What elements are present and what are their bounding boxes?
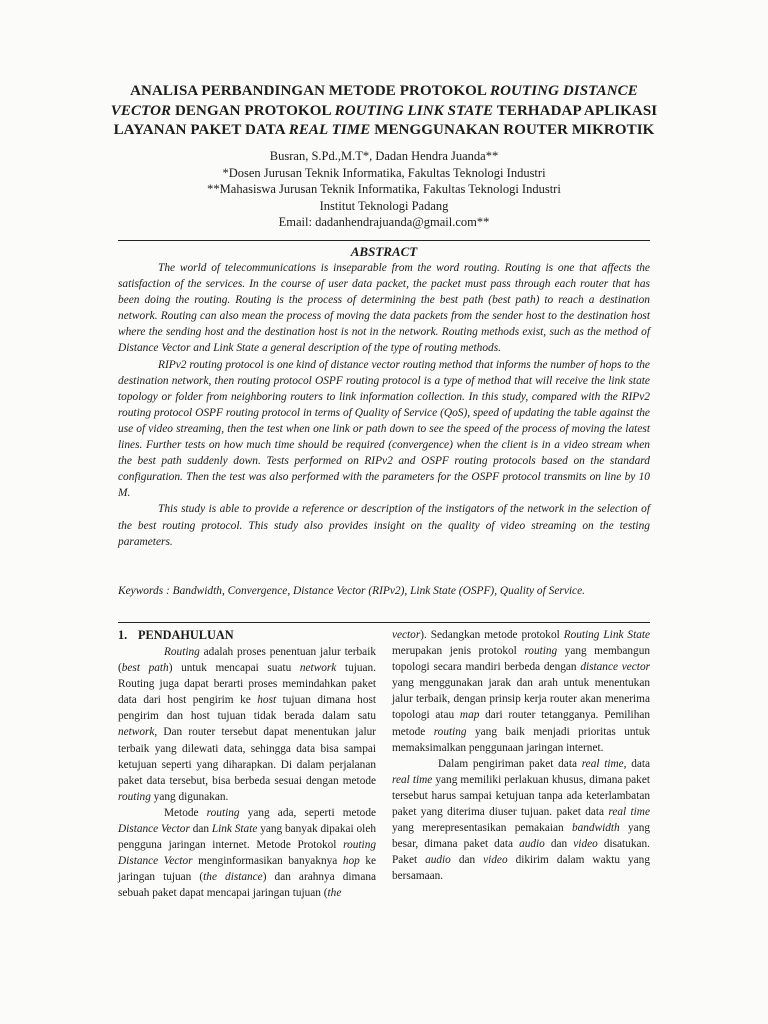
italic-term: distance vector (580, 661, 650, 674)
italic-term: video (573, 838, 598, 851)
italic-term: real time (581, 757, 624, 770)
title-line-2: VECTOR DENGAN PROTOKOL ROUTING LINK STATE TERHADAP APLIKASI (110, 102, 658, 119)
italic-term: real time (608, 806, 650, 819)
italic-term: video (483, 854, 508, 867)
left-paragraph-2: Metode routing yang ada, seperti metode Distance Vector dan Link State yang banyak dipakai oleh pengguna jaringan internet. Metode Protokol routing Distance Vector menginformasikan banyaknya hop ke jaringan tujuan (the distance) dan arahnya dimana sebuah paket dapat mencapai jaringan tujuan (the (118, 806, 376, 900)
title-line-3: LAYANAN PAKET DATA REAL TIME MENGGUNAKAN ROUTER MIKROTIK (113, 122, 655, 138)
section-heading (118, 627, 376, 643)
italic-term: bandwidth (571, 822, 620, 835)
bottom-rule (118, 622, 650, 623)
italic-term: routing (433, 725, 467, 738)
italic-term: routing (524, 645, 558, 658)
abstract-heading: ABSTRACT (350, 244, 418, 259)
italic-term: network (118, 726, 155, 739)
top-rule (118, 240, 650, 241)
affiliation-1: *Dosen Jurusan Teknik Informatika, Fakultas Teknologi Industri (222, 165, 546, 180)
italic-term: vector (392, 629, 421, 641)
italic-term: routing Distance Vector (118, 839, 376, 868)
italic-term: Routing (164, 646, 200, 658)
italic-term: hop (342, 855, 360, 868)
abstract-body (118, 260, 650, 550)
abstract-paragraph-1: The world of telecommunications is inseparable from the word routing. Routing is one that affects the satisfaction of the services. In the course of user data packet, the packet must pass through each router that has been doing the routing. Routing is the process of determining the best path (best path) to reach a destination network. Routing can also mean the process of moving the data packets from the sender host to the destination host where the sending host and the destination host is not in the network. Routing methods exist, such as the method of Distance Vector and Link State a general description of the type of routing methods. (118, 262, 650, 355)
right-column (392, 627, 650, 885)
italic-term: audio (519, 838, 545, 851)
italic-term: real time (392, 773, 433, 786)
italic-term: best path (121, 662, 169, 675)
keywords: Keywords : Bandwidth, Convergence, Distance Vector (RIPv2), Link State (OSPF), Quality of Service. (118, 585, 585, 597)
italic-term: the (327, 887, 342, 900)
italic-term: audio (425, 854, 451, 867)
left-column (118, 627, 376, 902)
section-number: 1. (118, 628, 128, 642)
title-line-1: ANALISA PERBANDINGAN METODE PROTOKOL ROUTING DISTANCE (130, 83, 638, 99)
italic-term: the distance (203, 871, 263, 884)
section-title: PENDAHULUAN (138, 628, 234, 642)
italic-term: network (299, 662, 337, 675)
italic-term: Link State (211, 823, 258, 836)
abstract-paragraph-2: RIPv2 routing protocol is one kind of distance vector routing method that informs the number of hops to the destination network, then routing protocol OSPF routing protocol is a type of method that will receive the link state topology or folder from neighboring routers to link information collection. In this study, compared with the RIPv2 routing protocol OSPF routing protocol in terms of Quality of Service (QoS), speed of updating the table against the use of video streaming, then the test when one link or path down to see the speed of the process of moving the latest lines. Further tests on how much time should be required (convergence) when the client is in a video stream when the best path suddenly down. Tests performed on RIPv2 and OSPF routing protocols based on the standard configuration. Then the test was also performed with the parameters for the OSPF protocol transmits on line by 10 M. (118, 358, 650, 500)
right-paragraph-1: vector). Sedangkan metode protokol Routing Link State merupakan jenis protokol routing yang membangun topologi secara mandiri berbeda dengan distance vector yang menggunakan jarak dan arah untuk menentukan jalur terbaik, dengan prinsip kerja router akan menerima topologi atau map dari router tetangganya. Pemilihan metode routing yang baik menjadi prioritas untuk memaksimalkan penggunaan jaringan internet. (392, 629, 651, 754)
left-paragraph-1: Routing adalah proses penentuan jalur terbaik (best path) untuk mencapai suatu network tujuan. Routing juga dapat berarti proses memindahkan paket data dari host pengirim ke host tujuan dimana host pengirim dan host tujuan tidak berada dalam satu network, Dan router tersebut dapat menentukan jalur terbaik yang dilewati data, sehingga data bisa sampai ketujuan seperti yang diharapkan. Di dalam perjalanan paket data tersebut, bisa berbeda sesuai dengan metode routing yang digunakan. (118, 646, 377, 803)
institution: Institut Teknologi Padang (319, 198, 449, 213)
affiliation-2: **Mahasiswa Jurusan Teknik Informatika, Fakultas Teknologi Industri (207, 182, 561, 196)
author-email: Email: dadanhendrajuanda@gmail.com** (278, 215, 490, 229)
italic-term: Routing Link State (563, 629, 651, 641)
italic-term: host (257, 694, 277, 707)
paper-title (60, 82, 708, 141)
right-paragraph-2: Dalam pengiriman paket data real time, data real time yang memiliki perlakuan khusus, dimana paket tersebut harus sampai ketujuan tanpa ada keterlambatan paket yang diterima diuser tujuan. paket data real time yang merepresentasikan pemakaian bandwidth yang besar, dimana paket data audio dan video disatukan. Paket audio dan video dikirim dalam waktu yang bersamaan. (392, 757, 651, 883)
author-names: Busran, S.Pd.,M.T*, Dadan Hendra Juanda** (269, 149, 499, 163)
author-block (60, 148, 708, 231)
abstract-paragraph-3: This study is able to provide a reference or description of the instigators of the network in the selection of the best routing protocol. This study also provides insight on the quality of video streaming on the testing parameters. (118, 503, 650, 548)
italic-term: Distance Vector (118, 823, 190, 836)
italic-term: routing (206, 806, 240, 819)
italic-term: routing (118, 790, 151, 803)
italic-term: map (459, 709, 480, 722)
